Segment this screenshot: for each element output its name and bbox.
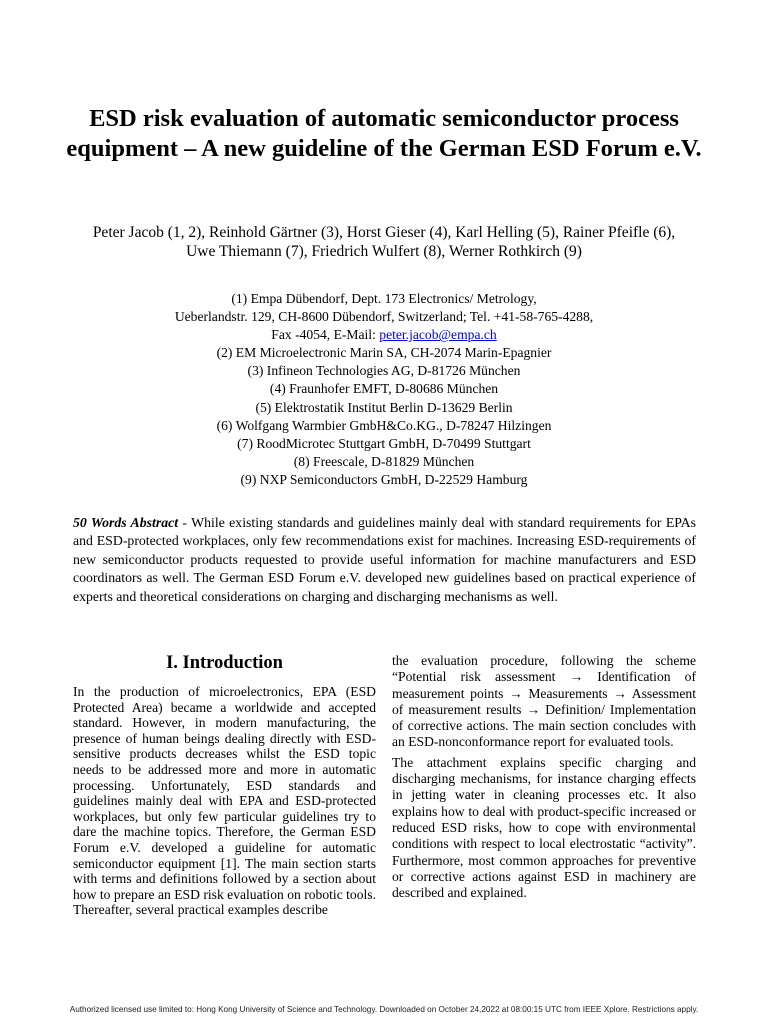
author-list [50,223,718,261]
authors-line-2: Uwe Thiemann (7), Friedrich Wulfert (8), Werner Rothkirch (9) [186,243,582,260]
affiliation-9: (9) NXP Semiconductors GmbH, D-22529 Hamburg [240,471,528,487]
authors-line-1: Peter Jacob (1, 2), Reinhold Gärtner (3), Horst Gieser (4), Karl Helling (5), Rainer Pfeifle (6), [92,224,676,241]
intro-paragraph: In the production of microelectronics, EPA (ESD Protected Area) became a worldwide and accepted standard. However, in modern manufacturing, the presence of human beings dealing directly with ESD-sensitive products decreases whilst the ESD topic needs to be addressed more and more in automatic processing. Unfortunately, ESD standards and guidelines mainly deal with EPA and ESD-protected workplaces, but only few particular guidelines try to dare the machine topics. Therefore, the German ESD Forum e.V. developed a guideline for automatic semiconductor equipment [1]. The main section starts with terms and definitions followed by a section about how to prepare an ESD risk evaluation on robotic tools. Thereafter, several practical examples describe [73,684,376,918]
left-column [73,652,376,918]
abstract-text: - While existing standards and guidelines mainly deal with standard requirements for EPAs and ESD-protected workplaces, only few recommendations exist for machines. Increasing ESD-requirements of new semiconductor products requested to provide useful information for machine manufacturers and ESD coordinators as well. The German ESD Forum e.V. developed new guidelines based on practical experience of experts and theoretical considerations on charging and discharging mechanisms as well. [73,515,696,604]
affiliation-3: (3) Infineon Technologies AG, D-81726 München [247,363,521,379]
abstract [73,514,696,606]
abstract-label: 50 Words Abstract [73,515,179,530]
affiliation-2: (2) EM Microelectronic Marin SA, CH-2074 Marin-Epagnier [216,345,552,361]
fax-email-label: Fax -4054, E-Mail: [271,327,380,343]
affiliation-1-line-2: Ueberlandstr. 129, CH-8600 Dübendorf, Switzerland; Tel. +41-58-765-4288, [174,309,594,325]
right-paragraph-1: the evaluation procedure, following the scheme “Potential risk assessment → Identification of measurement points → Measurements → Assessment of measurement results → Definition/ Implementation of corrective actions. The main section concludes with an ESD-nonconformance report for evaluated tools. [392,653,696,750]
right-paragraph-2: The attachment explains specific charging and discharging mechanisms, for instance charging effects in jetting water in cleaning processes etc. It also explains how to deal with product-specific increased or reduced ESD risks, how to cope with environmental conditions with respect to local electrostatic “activity”. Furthermore, most common approaches for preventive or corrective actions against ESD in machinery are described and explained. [392,754,696,901]
affiliation-4: (4) Fraunhofer EMFT, D-80686 München [269,381,499,397]
affiliation-1-contact [100,326,668,344]
affiliation-6: (6) Wolfgang Warmbier GmbH&Co.KG., D-78247 Hilzingen [216,417,552,433]
affiliation-8: (8) Freescale, D-81829 München [293,453,475,469]
affiliations [100,290,668,489]
affiliation-7: (7) RoodMicrotec Stuttgart GmbH, D-70499 Stuttgart [237,435,531,451]
affiliation-5: (5) Elektrostatik Institut Berlin D-13629 Berlin [255,399,513,415]
affiliation-1-line-1: (1) Empa Dübendorf, Dept. 173 Electronics/ Metrology, [231,291,537,306]
email-link[interactable]: peter.jacob@empa.ch [379,327,497,343]
section-heading: I. Introduction [166,653,283,673]
license-footer: Authorized licensed use limited to: Hong Kong University of Science and Technology. Downloaded on October 24,2022 at 08:00:15 UTC from IEEE Xplore. Restrictions apply. [69,1005,699,1014]
paper-title: ESD risk evaluation of automatic semiconductor process equipment – A new guideline of the German ESD Forum e.V. [66,105,702,162]
right-column [392,653,696,905]
